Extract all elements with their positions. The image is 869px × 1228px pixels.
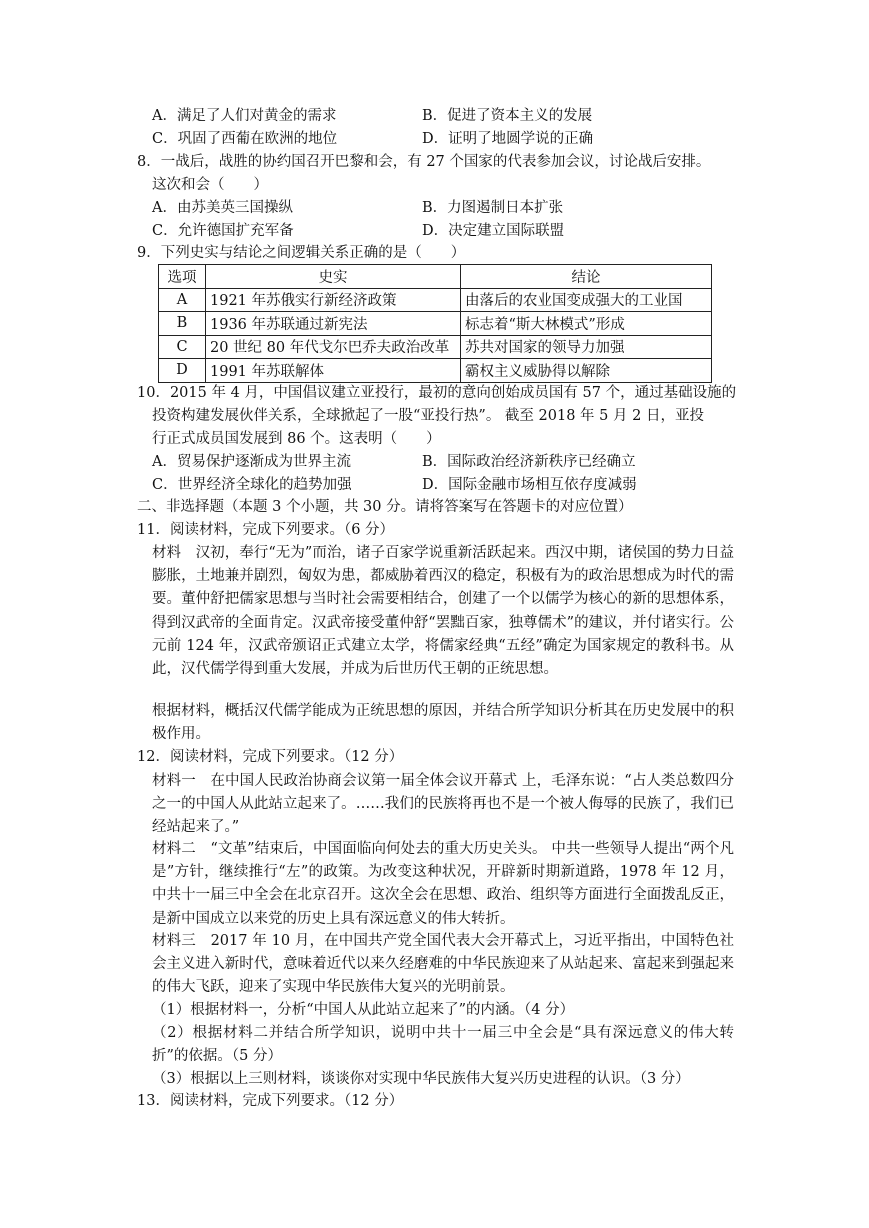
q12-stem: 12．阅读材料，完成下列要求。（12 分） xyxy=(137,749,404,765)
table-cell-conclusion: 标志着“斯大林模式”形成 xyxy=(461,312,712,336)
q11-stem: 11．阅读材料，完成下列要求。（6 分） xyxy=(137,522,395,538)
table-cell-fact: 20 世纪 80 年代戈尔巴乔夫政治改革 xyxy=(206,335,461,359)
q8-option-d: D．决定建立国际联盟 xyxy=(422,223,565,239)
q11-material: 材料 汉初，奉行“无为”而治，诸子百家学说重新活跃起来。西汉中期，诸侯国的势力日益膨胀，土地兼并剧烈，匈奴为患，都威胁着西汉的稳定，积极有为的政治思想成为时代的需要。董仲舒把儒家思想与当时社会需要相结合，创建了一个以儒学为核心的新的思想体系，得到汉武帝的全面肯定。汉武帝接受董仲舒“罢黜百家，独尊儒术”的建议，并付诸实行。公元前 124 年，汉武帝颁诏正式建立太学，将儒家经典“五经”确定为国家规定的教科书。从此，汉代儒学得到重大发展，并成为后世历代王朝的正统思想。 xyxy=(152,545,734,678)
table-cell-option: D xyxy=(159,359,206,383)
q10-option-d: D．国际金融市场相互依存度减弱 xyxy=(422,477,637,493)
section-heading: 二、非选择题（本题 3 个小题，共 30 分。请将答案写在答题卡的对应位置） xyxy=(137,499,633,515)
q8-option-a: A．由苏美英三国操纵 xyxy=(152,200,293,216)
q13-stem: 13．阅读材料，完成下列要求。（12 分） xyxy=(137,1093,404,1109)
q12-sub-question-3: （3）根据以上三则材料，谈谈你对实现中华民族伟大复兴历史进程的认识。（3 分） xyxy=(152,1071,690,1087)
q10-stem-line2: 投资构建发展伙伴关系，全球掀起了一股“亚投行热”。 截至 2018 年 5 月 2 日，亚投 xyxy=(152,408,704,424)
q8-option-c: C．允许德国扩充军备 xyxy=(152,223,294,239)
q10-stem-line1: 10．2015 年 4 月，中国倡议建立亚投行，最初的意向创始成员国有 57 个，通过基础设施的 xyxy=(137,385,737,401)
q10-stem-line3: 行正式成员国发展到 86 个。这表明（ ） xyxy=(152,431,441,447)
table-header-conclusion: 结论 xyxy=(461,265,712,289)
table-cell-conclusion: 苏共对国家的领导力加强 xyxy=(461,335,712,359)
q9-table xyxy=(158,264,712,383)
table-cell-option: A xyxy=(159,288,206,312)
table-header-row xyxy=(159,265,712,289)
q10-option-a: A．贸易保护逐渐成为世界主流 xyxy=(152,454,351,470)
q10-option-c: C．世界经济全球化的趋势加强 xyxy=(152,477,352,493)
q8-stem-line2: 这次和会（ ） xyxy=(152,177,268,193)
table-row xyxy=(159,335,712,359)
q8-option-b: B．力图遏制日本扩张 xyxy=(422,200,564,216)
q8-stem-line1: 8．一战后，战胜的协约国召开巴黎和会，有 27 个国家的代表参加会议，讨论战后安排。 xyxy=(137,154,711,170)
q9-stem: 9．下列史实与结论之间逻辑关系正确的是（ ） xyxy=(137,245,466,261)
table-cell-option: B xyxy=(159,312,206,336)
q12-sub-question-1: （1）根据材料一，分析“中国人从此站立起来了”的内涵。（4 分） xyxy=(152,1002,575,1018)
table-cell-fact: 1991 年苏联解体 xyxy=(206,359,461,383)
table-cell-fact: 1936 年苏联通过新宪法 xyxy=(206,312,461,336)
q12-material-1: 材料一 在中国人民政治协商会议第一届全体会议开幕式 上，毛泽东说：“占人类总数四分之一的中国人从此站立起来了。……我们的民族将再也不是一个被人侮辱的民族了，我们已经站起来了。” xyxy=(152,773,734,836)
table-row xyxy=(159,288,712,312)
table-header-fact: 史实 xyxy=(206,265,461,289)
q12-material-3: 材料三 2017 年 10 月，在中国共产党全国代表大会开幕式上，习近平指出，中国特色社会主义进入新时代，意味着近代以来久经磨难的中华民族迎来了从站起来、富起来到强起来的伟大飞跃，迎来了实现中华民族伟大复兴的光明前景。 xyxy=(152,933,734,996)
q11-question: 根据材料，概括汉代儒学能成为正统思想的原因，并结合所学知识分析其在历史发展中的积极作用。 xyxy=(152,703,734,743)
table-row xyxy=(159,312,712,336)
table-cell-fact: 1921 年苏俄实行新经济政策 xyxy=(206,288,461,312)
q10-option-b: B．国际政治经济新秩序已经确立 xyxy=(422,454,636,470)
q7-option-a: A．满足了人们对黄金的需求 xyxy=(152,108,337,124)
q7-option-b: B．促进了资本主义的发展 xyxy=(422,108,593,124)
q12-material-2: 材料二 “文革”结束后，中国面临向何处去的重大历史关头。 中共一些领导人提出“两个凡是”方针，继续推行“左”的政策。为改变这种状况，开辟新时期新道路，1978 年 12 月，中共十一届三中全会在北京召开。这次全会在思想、政治、组织等方面进行全面拨乱反正，是新中国成立以来党的历史上具有深远意义的伟大转折。 xyxy=(152,841,734,927)
table-cell-conclusion: 由落后的农业国变成强大的工业国 xyxy=(461,288,712,312)
table-header-option: 选项 xyxy=(159,265,206,289)
q12-sub-question-2: （2）根据材料二并结合所学知识，说明中共十一届三中全会是“具有深远意义的伟大转折”的依据。（5 分） xyxy=(152,1025,734,1065)
table-row xyxy=(159,359,712,383)
q7-option-c: C．巩固了西葡在欧洲的地位 xyxy=(152,131,338,147)
table-cell-option: C xyxy=(159,335,206,359)
q7-option-d: D．证明了地圆学说的正确 xyxy=(422,131,594,147)
table-cell-conclusion: 霸权主义威胁得以解除 xyxy=(461,359,712,383)
